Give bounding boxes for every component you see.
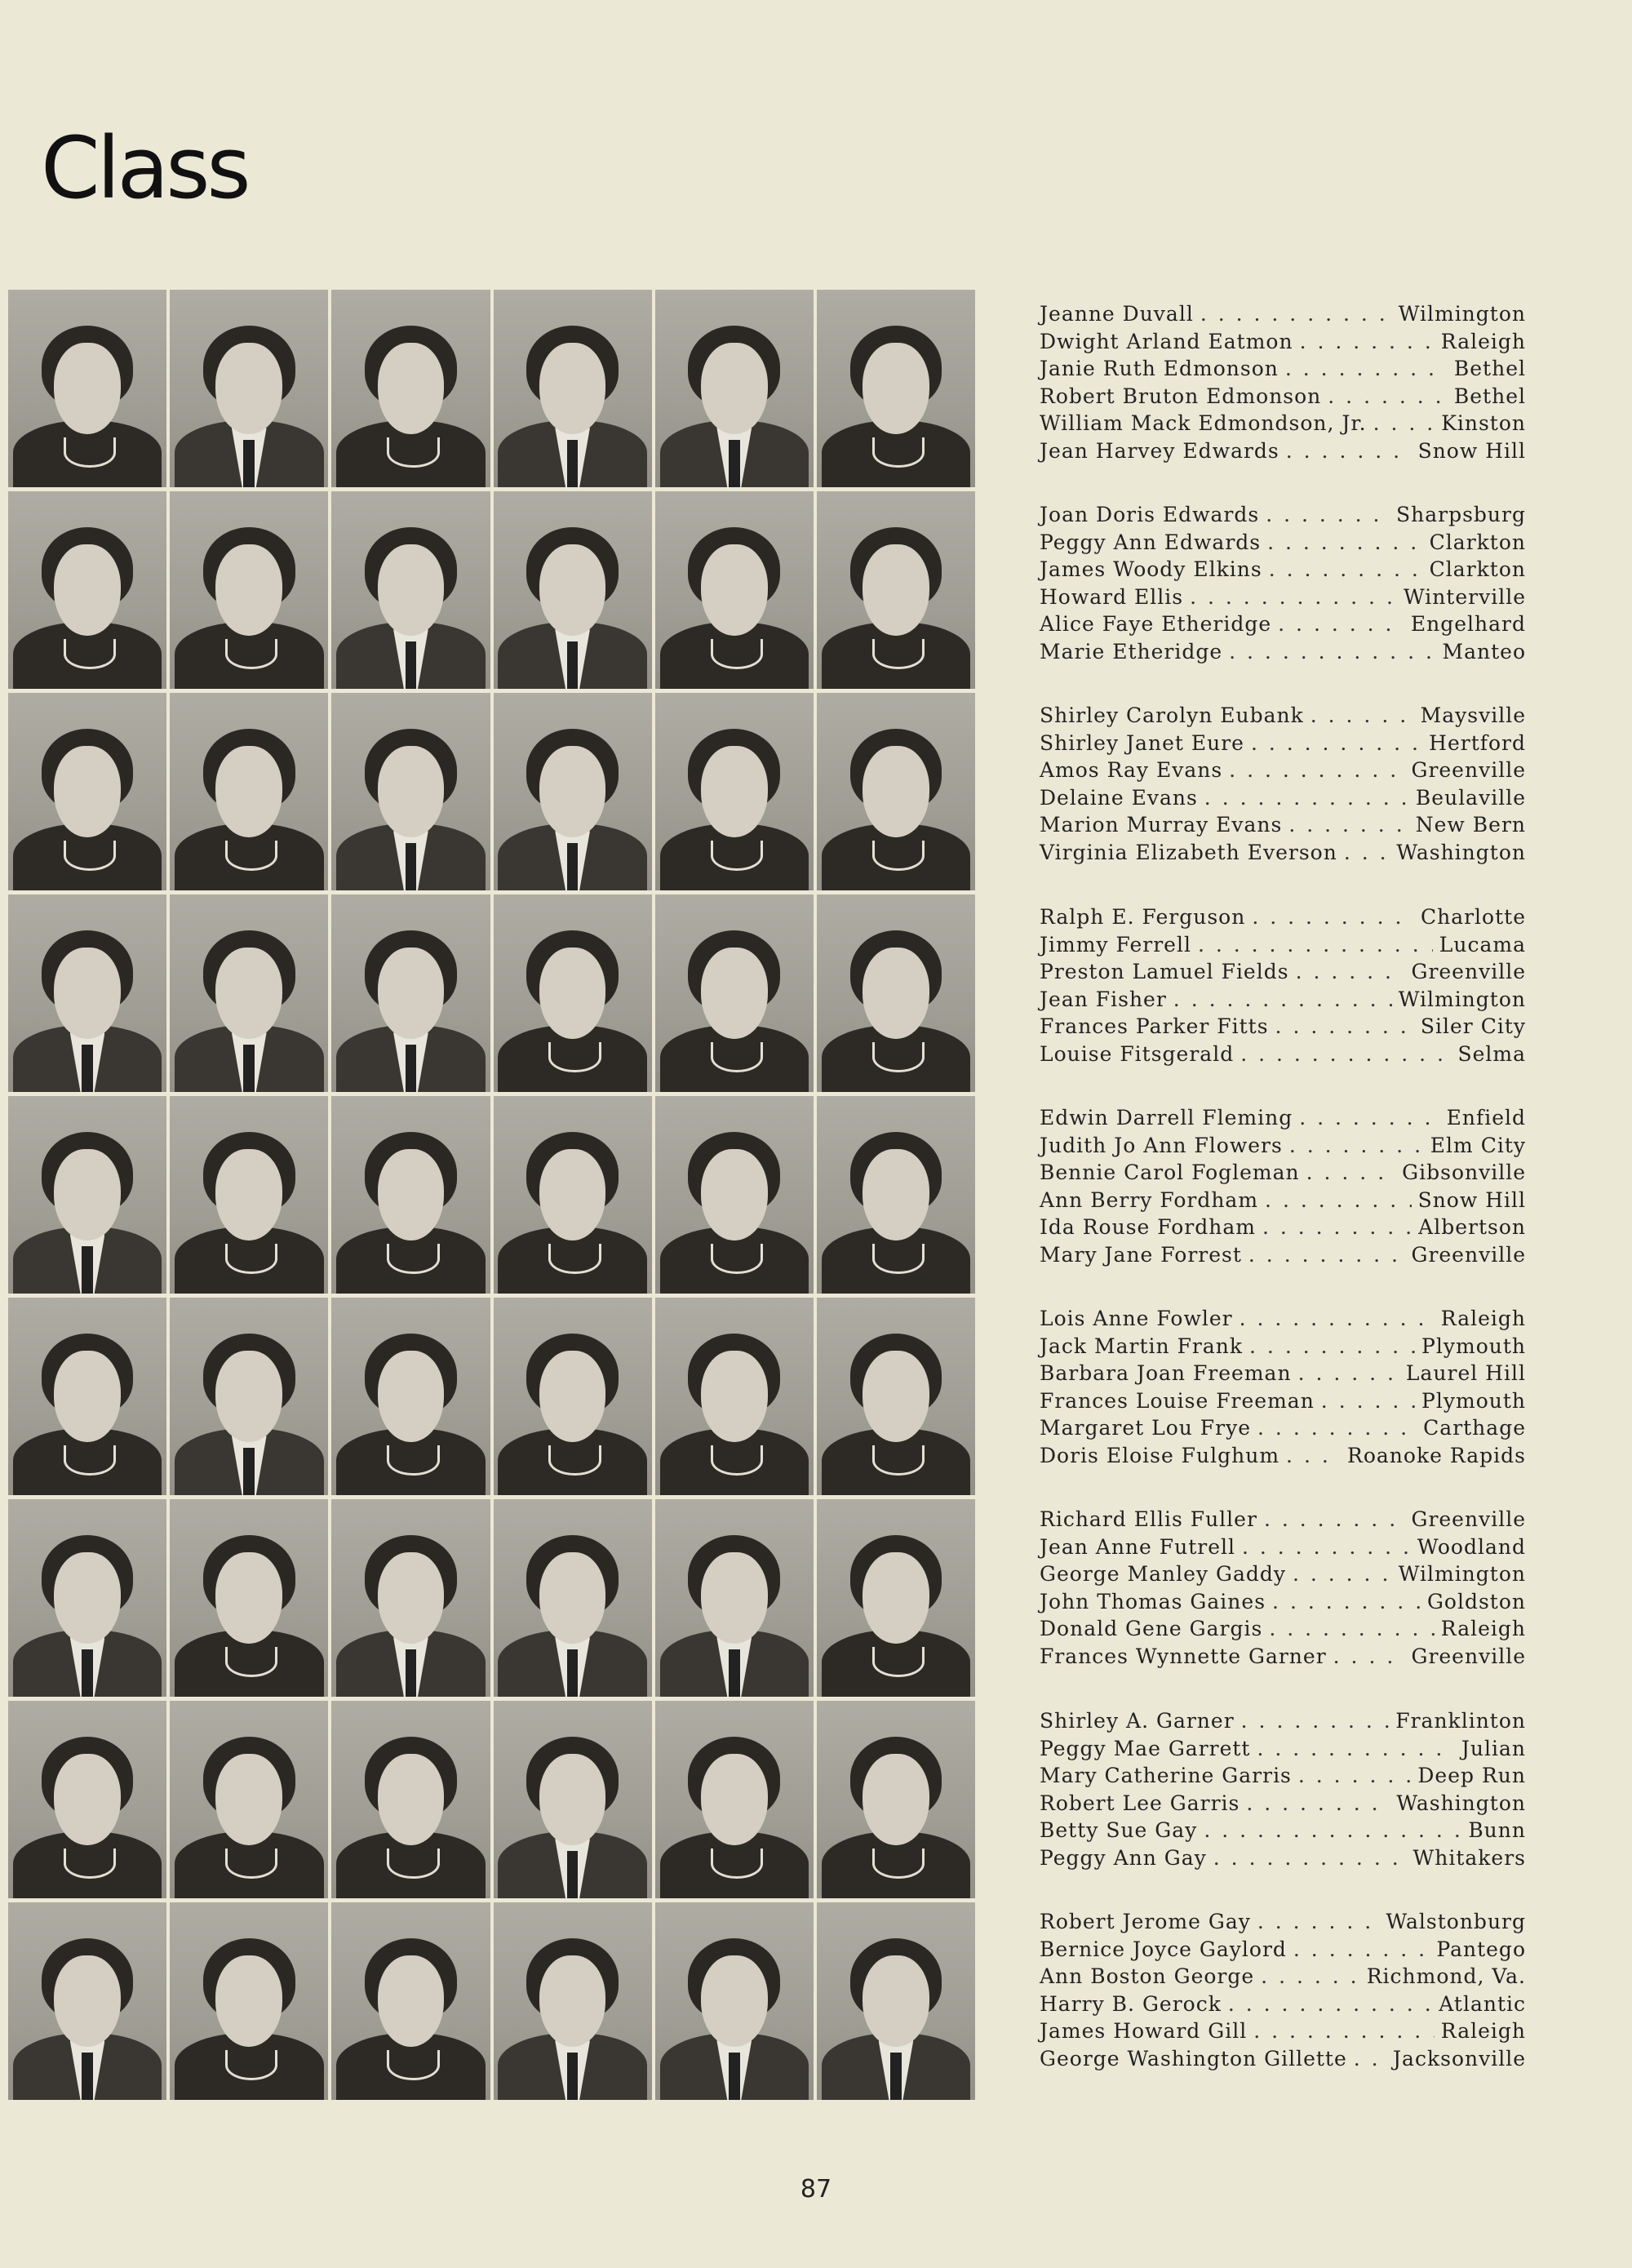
student-name: Ida Rouse Fordham xyxy=(1040,1215,1256,1239)
page-title: Class xyxy=(41,118,248,218)
student-portrait xyxy=(8,1701,166,1898)
student-hometown: Bethel xyxy=(1453,384,1526,408)
student-hometown: Whitakers xyxy=(1412,1845,1526,1870)
dot-leader xyxy=(1173,988,1392,1011)
student-portrait xyxy=(494,1701,652,1898)
student-portrait xyxy=(170,1902,328,2100)
student-portrait xyxy=(331,1298,490,1495)
student-entry xyxy=(1040,330,1526,357)
name-group xyxy=(1040,1507,1526,1671)
student-name: Bernice Joyce Gaylord xyxy=(1040,1937,1287,1961)
name-group xyxy=(1040,1910,1526,2074)
student-portrait xyxy=(494,1298,652,1495)
student-portrait xyxy=(170,290,328,487)
student-name: Janie Ruth Edmonson xyxy=(1040,357,1279,380)
student-portrait xyxy=(817,491,975,689)
dot-leader xyxy=(1204,1818,1461,1842)
student-name: Ann Boston George xyxy=(1040,1964,1255,1988)
student-hometown: Raleigh xyxy=(1440,1617,1526,1640)
student-entry xyxy=(1040,933,1526,961)
dot-leader xyxy=(1248,1243,1405,1267)
portrait-row xyxy=(8,491,975,689)
student-hometown: Wilmington xyxy=(1398,987,1526,1011)
student-portrait xyxy=(817,1701,975,1898)
student-hometown: Greenville xyxy=(1411,1242,1526,1267)
student-hometown: Franklinton xyxy=(1395,1709,1526,1733)
student-hometown: Bethel xyxy=(1453,357,1526,380)
student-portrait xyxy=(494,894,652,1092)
student-hometown: Snow Hill xyxy=(1417,438,1526,463)
student-hometown: Beulaville xyxy=(1415,785,1526,810)
student-portrait xyxy=(8,1298,166,1495)
dot-leader xyxy=(1269,557,1423,581)
student-name: Mary Jane Forrest xyxy=(1040,1242,1242,1267)
student-name: Ralph E. Ferguson xyxy=(1040,905,1246,929)
student-entry xyxy=(1040,1617,1526,1644)
name-group xyxy=(1040,503,1526,667)
student-hometown: Roanoke Rapids xyxy=(1347,1443,1526,1467)
student-name: Jeanne Duvall xyxy=(1040,302,1194,326)
dot-leader xyxy=(1286,439,1412,463)
student-entry xyxy=(1040,786,1526,814)
student-hometown: New Bern xyxy=(1415,813,1526,837)
student-portrait xyxy=(655,290,814,487)
student-portrait xyxy=(494,1096,652,1294)
student-name: Barbara Joan Freeman xyxy=(1040,1361,1292,1385)
dot-leader xyxy=(1298,1764,1412,1787)
student-entry xyxy=(1040,1562,1526,1590)
student-entry xyxy=(1040,1846,1526,1874)
student-name: John Thomas Gaines xyxy=(1040,1589,1266,1613)
student-portrait xyxy=(494,491,652,689)
student-name: Joan Doris Edwards xyxy=(1040,503,1260,526)
student-portrait xyxy=(655,491,814,689)
student-portrait xyxy=(8,491,166,689)
name-group xyxy=(1040,1106,1526,1270)
student-hometown: Wilmington xyxy=(1398,1562,1526,1586)
student-name: Dwight Arland Eatmon xyxy=(1040,329,1293,353)
dot-leader xyxy=(1289,1134,1424,1157)
student-entry xyxy=(1040,1910,1526,1937)
dot-leader xyxy=(1269,1617,1434,1640)
dot-leader xyxy=(1261,1964,1360,1988)
dot-leader xyxy=(1264,1507,1405,1531)
student-entry xyxy=(1040,557,1526,585)
student-hometown: Raleigh xyxy=(1440,329,1526,353)
student-name: Peggy Ann Edwards xyxy=(1040,530,1262,554)
student-hometown: Bunn xyxy=(1468,1818,1526,1842)
student-entry xyxy=(1040,1134,1526,1161)
student-hometown: Carthage xyxy=(1423,1416,1526,1440)
student-entry xyxy=(1040,585,1526,613)
student-portrait xyxy=(170,1096,328,1294)
student-entry xyxy=(1040,530,1526,558)
student-hometown: Manteo xyxy=(1442,639,1526,664)
dot-leader xyxy=(1198,933,1433,956)
student-hometown: Atlantic xyxy=(1439,1991,1526,2016)
student-entry xyxy=(1040,758,1526,786)
dot-leader xyxy=(1293,1937,1430,1961)
student-name: Jean Anne Futrell xyxy=(1040,1534,1235,1559)
dot-leader xyxy=(1242,1535,1411,1559)
student-entry xyxy=(1040,1709,1526,1737)
student-entry xyxy=(1040,731,1526,759)
student-entry xyxy=(1040,1791,1526,1819)
student-hometown: Greenville xyxy=(1411,1507,1526,1531)
student-name: Jack Martin Frank xyxy=(1040,1334,1244,1358)
student-hometown: Engelhard xyxy=(1410,612,1526,636)
student-entry xyxy=(1040,357,1526,384)
page-number: 87 xyxy=(800,2175,832,2204)
student-portrait xyxy=(331,491,490,689)
dot-leader xyxy=(1229,640,1435,664)
dot-leader xyxy=(1354,2047,1386,2070)
portrait-row xyxy=(8,894,975,1092)
student-name: William Mack Edmondson, Jr. xyxy=(1040,411,1367,435)
student-name: Howard Ellis xyxy=(1040,584,1184,609)
dot-leader xyxy=(1253,2019,1435,2043)
dot-leader xyxy=(1240,1042,1451,1066)
student-hometown: Hertford xyxy=(1429,730,1526,755)
student-portrait xyxy=(8,1096,166,1294)
student-portrait xyxy=(331,1701,490,1898)
student-hometown: Raleigh xyxy=(1440,1307,1526,1330)
student-name: Frances Parker Fitts xyxy=(1040,1014,1269,1038)
dot-leader xyxy=(1251,731,1422,755)
student-portrait xyxy=(494,1499,652,1697)
student-name: Jean Fisher xyxy=(1040,987,1167,1011)
student-portrait xyxy=(8,1902,166,2100)
student-hometown: Jacksonville xyxy=(1393,2046,1526,2070)
student-hometown: Raleigh xyxy=(1440,2019,1526,2043)
student-hometown: Goldston xyxy=(1426,1589,1526,1613)
student-hometown: Albertson xyxy=(1418,1215,1526,1239)
student-portrait xyxy=(331,1902,490,2100)
dot-leader xyxy=(1299,1106,1439,1130)
dot-leader xyxy=(1285,357,1448,380)
student-name: Louise Fitsgerald xyxy=(1040,1041,1235,1066)
student-name: Richard Ellis Fuller xyxy=(1040,1507,1257,1531)
student-portrait xyxy=(655,1902,814,2100)
student-portrait xyxy=(655,1701,814,1898)
dot-leader xyxy=(1200,302,1392,326)
student-portrait xyxy=(817,290,975,487)
dot-leader xyxy=(1249,1334,1415,1358)
student-hometown: Sharpsburg xyxy=(1396,503,1526,526)
student-portrait xyxy=(8,290,166,487)
student-entry xyxy=(1040,439,1526,467)
student-hometown: Greenville xyxy=(1411,960,1526,983)
student-hometown: Pantego xyxy=(1436,1937,1526,1961)
name-group xyxy=(1040,302,1526,466)
student-entry xyxy=(1040,1416,1526,1444)
student-hometown: Winterville xyxy=(1403,584,1526,609)
student-hometown: Enfield xyxy=(1446,1106,1526,1130)
student-entry xyxy=(1040,2019,1526,2047)
student-entry xyxy=(1040,640,1526,668)
student-hometown: Wilmington xyxy=(1398,302,1526,326)
student-hometown: Laurel Hill xyxy=(1405,1361,1526,1385)
dot-leader xyxy=(1293,1562,1392,1586)
student-name: Preston Lamuel Fields xyxy=(1040,960,1289,983)
student-hometown: Clarkton xyxy=(1429,557,1526,581)
student-portrait xyxy=(8,1499,166,1697)
student-portrait xyxy=(331,1499,490,1697)
student-portrait xyxy=(170,491,328,689)
student-entry xyxy=(1040,960,1526,988)
student-portrait xyxy=(170,1298,328,1495)
student-entry xyxy=(1040,1361,1526,1389)
dot-leader xyxy=(1266,503,1390,526)
student-name: Judith Jo Ann Flowers xyxy=(1040,1133,1283,1157)
student-name: Doris Eloise Fulghum xyxy=(1040,1443,1280,1467)
student-name: James Woody Elkins xyxy=(1040,557,1262,581)
student-hometown: Julian xyxy=(1461,1736,1526,1760)
student-entry xyxy=(1040,1334,1526,1362)
dot-leader xyxy=(1286,1444,1341,1467)
student-hometown: Richmond, Va. xyxy=(1366,1964,1526,1988)
student-entry xyxy=(1040,1215,1526,1243)
student-name: Margaret Lou Frye xyxy=(1040,1416,1252,1440)
student-entry xyxy=(1040,1818,1526,1846)
student-entry xyxy=(1040,411,1526,439)
student-entry xyxy=(1040,1106,1526,1134)
student-name: Robert Jerome Gay xyxy=(1040,1910,1251,1933)
student-entry xyxy=(1040,302,1526,330)
student-name: Edwin Darrell Fleming xyxy=(1040,1106,1293,1130)
portrait-row xyxy=(8,1701,975,1898)
student-hometown: Walstonburg xyxy=(1386,1910,1526,1933)
dot-leader xyxy=(1213,1846,1407,1870)
student-hometown: Plymouth xyxy=(1421,1388,1526,1413)
student-portrait xyxy=(170,1499,328,1697)
student-entry xyxy=(1040,1535,1526,1563)
student-entry xyxy=(1040,988,1526,1015)
dot-leader xyxy=(1321,1389,1415,1413)
student-name: Shirley Carolyn Eubank xyxy=(1040,703,1304,727)
student-name: Mary Catherine Garris xyxy=(1040,1764,1292,1787)
dot-leader xyxy=(1257,1737,1454,1760)
dot-leader xyxy=(1229,758,1404,782)
student-entry xyxy=(1040,384,1526,412)
student-name: Marion Murray Evans xyxy=(1040,813,1283,837)
student-portrait xyxy=(331,1096,490,1294)
student-portrait xyxy=(655,1499,814,1697)
student-name: Bennie Carol Fogleman xyxy=(1040,1161,1300,1184)
student-portrait xyxy=(817,1096,975,1294)
student-hometown: Charlotte xyxy=(1420,905,1526,929)
student-entry xyxy=(1040,612,1526,640)
student-entry xyxy=(1040,1937,1526,1965)
student-portrait xyxy=(817,1499,975,1697)
student-portrait xyxy=(170,894,328,1092)
student-hometown: Plymouth xyxy=(1421,1334,1526,1358)
dot-leader xyxy=(1275,1014,1414,1038)
dot-leader xyxy=(1265,1188,1412,1212)
student-entry xyxy=(1040,813,1526,841)
portrait-row xyxy=(8,1096,975,1294)
student-hometown: Woodland xyxy=(1417,1534,1526,1559)
student-name: Marie Etheridge xyxy=(1040,639,1223,664)
student-hometown: Selma xyxy=(1457,1041,1526,1066)
dot-leader xyxy=(1262,1215,1412,1239)
name-group xyxy=(1040,1307,1526,1471)
student-portrait xyxy=(331,693,490,890)
student-entry xyxy=(1040,2047,1526,2075)
student-entry xyxy=(1040,1042,1526,1070)
dot-leader xyxy=(1298,1361,1399,1385)
portrait-grid xyxy=(8,290,975,2102)
dot-leader xyxy=(1252,905,1414,929)
portrait-row xyxy=(8,693,975,890)
student-portrait xyxy=(817,693,975,890)
name-group xyxy=(1040,1709,1526,1873)
student-portrait xyxy=(170,693,328,890)
student-hometown: Maysville xyxy=(1420,703,1526,727)
portrait-row xyxy=(8,1902,975,2100)
student-name: Jimmy Ferrell xyxy=(1040,932,1191,956)
student-entry xyxy=(1040,1014,1526,1042)
dot-leader xyxy=(1241,1709,1390,1733)
student-portrait xyxy=(817,1298,975,1495)
dot-leader xyxy=(1257,1910,1380,1933)
student-entry xyxy=(1040,1737,1526,1764)
student-entry xyxy=(1040,503,1526,530)
student-hometown: Greenville xyxy=(1411,758,1526,782)
dot-leader xyxy=(1310,703,1414,727)
dot-leader xyxy=(1296,960,1405,983)
student-portrait xyxy=(494,1902,652,2100)
student-hometown: Lucama xyxy=(1439,932,1526,956)
student-name: Frances Louise Freeman xyxy=(1040,1388,1315,1413)
student-name: Amos Ray Evans xyxy=(1040,758,1223,782)
student-entry xyxy=(1040,1188,1526,1216)
student-hometown: Clarkton xyxy=(1429,530,1526,554)
portrait-row xyxy=(8,290,975,487)
student-portrait xyxy=(817,894,975,1092)
student-name: James Howard Gill xyxy=(1040,2019,1248,2043)
student-hometown: Washington xyxy=(1396,1791,1526,1815)
student-name: Delaine Evans xyxy=(1040,785,1198,810)
student-entry xyxy=(1040,1507,1526,1535)
dot-leader xyxy=(1204,786,1409,810)
dot-leader xyxy=(1288,813,1408,837)
student-name: Shirley A. Garner xyxy=(1040,1709,1235,1733)
student-name: Robert Lee Garris xyxy=(1040,1791,1240,1815)
student-portrait xyxy=(331,290,490,487)
name-group xyxy=(1040,905,1526,1069)
dot-leader xyxy=(1228,1992,1432,2016)
portrait-row xyxy=(8,1499,975,1697)
dot-leader xyxy=(1306,1161,1396,1184)
dot-leader xyxy=(1333,1644,1405,1668)
student-portrait xyxy=(655,1096,814,1294)
student-entry xyxy=(1040,1764,1526,1791)
student-name: George Manley Gaddy xyxy=(1040,1562,1286,1586)
student-hometown: Elm City xyxy=(1430,1133,1526,1157)
student-name: Harry B. Gerock xyxy=(1040,1991,1222,2016)
student-entry xyxy=(1040,905,1526,933)
dot-leader xyxy=(1267,530,1423,554)
student-portrait xyxy=(170,1701,328,1898)
dot-leader xyxy=(1190,585,1397,609)
student-hometown: Deep Run xyxy=(1417,1764,1526,1787)
student-hometown: Kinston xyxy=(1441,411,1526,435)
student-hometown: Gibsonville xyxy=(1402,1161,1526,1184)
student-name: Alice Faye Etheridge xyxy=(1040,612,1272,636)
student-portrait xyxy=(8,894,166,1092)
student-entry xyxy=(1040,1992,1526,2020)
dot-leader xyxy=(1246,1791,1390,1815)
student-portrait xyxy=(655,1298,814,1495)
student-name: George Washington Gillette xyxy=(1040,2046,1347,2070)
student-name: Lois Anne Fowler xyxy=(1040,1307,1233,1330)
student-portrait xyxy=(8,693,166,890)
student-name: Peggy Mae Garrett xyxy=(1040,1736,1251,1760)
student-name: Betty Sue Gay xyxy=(1040,1818,1198,1842)
student-entry xyxy=(1040,1389,1526,1417)
student-name: Jean Harvey Edwards xyxy=(1040,438,1279,463)
student-entry xyxy=(1040,1444,1526,1471)
student-hometown: Siler City xyxy=(1420,1014,1526,1038)
student-portrait xyxy=(655,894,814,1092)
student-name: Robert Bruton Edmonson xyxy=(1040,384,1322,408)
dot-leader xyxy=(1300,330,1435,353)
student-name: Shirley Janet Eure xyxy=(1040,730,1244,755)
dot-leader xyxy=(1272,1590,1421,1613)
student-hometown: Washington xyxy=(1396,840,1526,864)
student-name: Peggy Ann Gay xyxy=(1040,1845,1207,1870)
student-entry xyxy=(1040,703,1526,731)
dot-leader xyxy=(1328,384,1448,408)
dot-leader xyxy=(1278,612,1404,636)
student-portrait xyxy=(331,894,490,1092)
dot-leader xyxy=(1257,1416,1417,1440)
student-entry xyxy=(1040,1964,1526,1992)
student-entry xyxy=(1040,1161,1526,1188)
student-entry xyxy=(1040,1243,1526,1271)
dot-leader xyxy=(1240,1307,1435,1330)
student-portrait xyxy=(494,290,652,487)
student-entry xyxy=(1040,1590,1526,1618)
student-portrait xyxy=(655,693,814,890)
portrait-row xyxy=(8,1298,975,1495)
dot-leader xyxy=(1344,841,1390,864)
name-group xyxy=(1040,703,1526,868)
student-name: Ann Berry Fordham xyxy=(1040,1187,1259,1212)
student-name: Donald Gene Gargis xyxy=(1040,1617,1263,1640)
student-name: Virginia Elizabeth Everson xyxy=(1040,840,1337,864)
student-hometown: Snow Hill xyxy=(1417,1187,1526,1212)
student-portrait xyxy=(494,693,652,890)
student-hometown: Greenville xyxy=(1411,1644,1526,1668)
student-entry xyxy=(1040,1307,1526,1334)
student-entry xyxy=(1040,1644,1526,1672)
dot-leader xyxy=(1373,411,1435,435)
student-entry xyxy=(1040,841,1526,868)
student-name: Frances Wynnette Garner xyxy=(1040,1644,1327,1668)
student-portrait xyxy=(817,1902,975,2100)
